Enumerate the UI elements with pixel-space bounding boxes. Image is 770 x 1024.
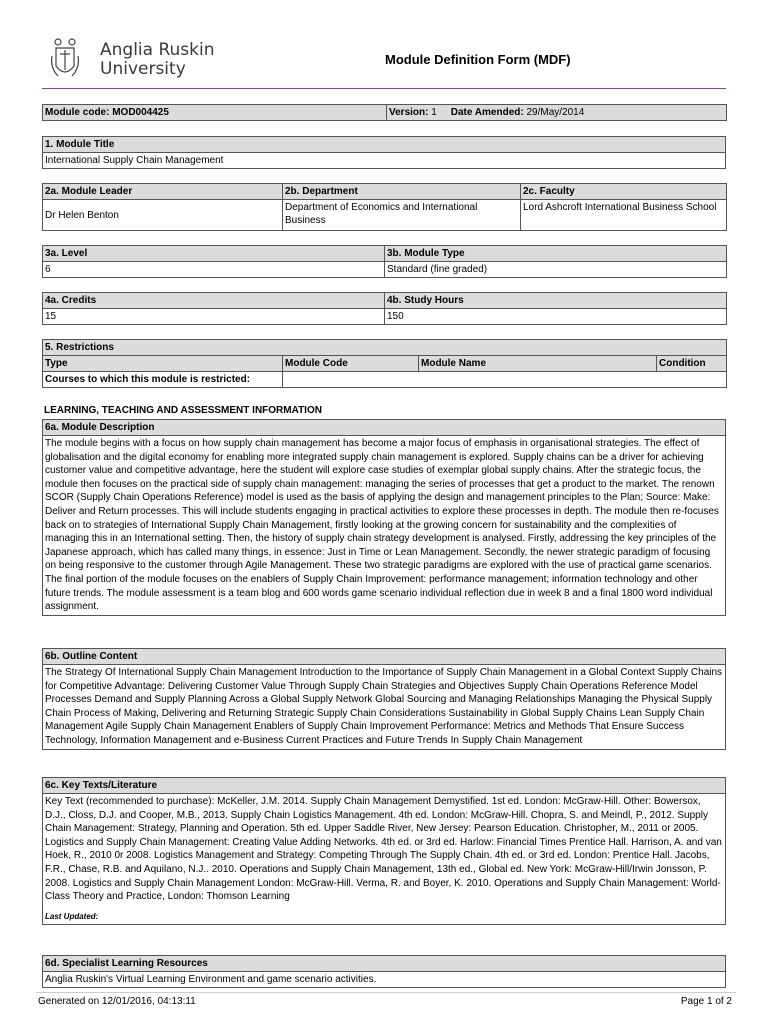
generated-timestamp: Generated on 12/01/2016, 04:13:11 [38,996,196,1007]
level-table [42,245,727,278]
department-value: Department of Economics and International Business [283,200,521,231]
header-divider [42,88,726,89]
level-label: 3a. Level [43,246,385,262]
footer-divider [36,992,736,993]
col-type: Type [43,356,283,372]
restrictions-label: 5. Restrictions [43,340,727,356]
study-hours-value: 150 [385,309,727,325]
logo-wordmark [100,41,214,79]
outline-text: The Strategy Of International Supply Chain Management Introduction to the Importance of Supply Chain Management in a Global Context Supply Chains for Competitive Advantage: Delivering Customer Value Through Supply Chain Strategies and Objectives Supply Chain Operations Reference Model Processes Demand and Supply Planning Across a Global Supply Network Global Sourcing and Managing Relationships Managing the Physical Supply Chain Process of Making, Delivering and Returning Strategic Supply Chain Considerations Sustainability in Global Supply Chains Lean Supply Chain Management Agile Supply Chain Management Enablers of Supply Chain Improvement Performance: Metrics and Methods That Ensure Success Technology, Information Management and e-Business Current Practices and Future Trends In Supply Chain Management [43,665,726,750]
date-amended-value: 29/May/2014 [526,107,585,118]
version-date-cell [387,105,727,121]
col-module-code: Module Code [283,356,419,372]
module-type-value: Standard (fine graded) [385,262,727,278]
leader-table [42,183,727,231]
meta-table [42,104,727,121]
module-title-label: 1. Module Title [43,137,726,153]
date-amended-label: Date Amended: [450,107,524,118]
description-label: 6a. Module Description [43,420,726,436]
col-condition: Condition [657,356,727,372]
level-value: 6 [43,262,385,278]
lta-heading: LEARNING, TEACHING AND ASSESSMENT INFORMATION [44,405,322,416]
key-texts-text [43,794,726,925]
logo-line-2: University [100,59,186,79]
credits-value: 15 [43,309,385,325]
module-code: Module code: MOD004425 [43,105,387,121]
credits-table [42,292,727,325]
faculty-label: 2c. Faculty [521,184,727,200]
study-hours-label: 4b. Study Hours [385,293,727,309]
key-texts-label: 6c. Key Texts/Literature [43,778,726,794]
restricted-courses-value [283,372,727,388]
module-title-table [42,136,726,169]
module-title-value: International Supply Chain Management [43,153,726,169]
department-label: 2b. Department [283,184,521,200]
resources-table [42,955,726,988]
credits-label: 4a. Credits [43,293,385,309]
module-leader-value: Dr Helen Benton [43,200,283,231]
module-leader-label: 2a. Module Leader [43,184,283,200]
version-label: Version: [389,107,429,118]
faculty-value: Lord Ashcroft International Business School [521,200,727,231]
resources-text: Anglia Ruskin's Virtual Learning Environment and game scenario activities. [43,972,726,988]
col-module-name: Module Name [419,356,657,372]
key-texts-table [42,777,726,925]
key-texts-body: Key Text (recommended to purchase): McKeller, J.M. 2014. Supply Chain Management Demystified. 1st ed. London: McGraw-Hill. Other: Bowersox, D.J., Closs, D.J. and Cooper, M.B., 2013. Supply Chain Logistics Management. 4th ed. London: McGraw-Hill. Chopra, S. and Meindl, P., 2012. Supply Chain Management: Strategy, Planning and Operation. 5th ed. Upper Saddle River, New Jersey: Pearson Education. Christopher, M., 2011 or 2005. Logistics and Supply Chain Management: Creating Value Adding Networks. 4th ed. or 3rd ed. Harlow: Financial Times Prentice Hall. Harrison, A. and van Hoek, R., 2010 0r 2008. Logistics Management and Strategy: Competing Through The Supply Chain. 4th ed. or 3rd ed. London: Prentice Hall. Jacobs, F.R., Chase, R.B. and Aquilano, N.J.. 2010. Operations and Supply Chain Management, 13th ed., Global ed. New York: McGraw-Hill/Irwin Jonsson, P. 2008. Logistics and Supply Chain Management London: McGraw-Hill. Verma, R. and Boyer, K. 2010. Operations and Supply Chain Management: World-Class Theory and Practice, London: Thomson Learning [45,796,722,903]
outline-table [42,648,726,750]
outline-label: 6b. Outline Content [43,649,726,665]
restricted-courses-label: Courses to which this module is restricted: [43,372,283,388]
restrictions-table [42,339,727,388]
version-value: 1 [431,107,437,118]
resources-label: 6d. Specialist Learning Resources [43,956,726,972]
module-type-label: 3b. Module Type [385,246,727,262]
description-table [42,419,726,616]
description-text: The module begins with a focus on how supply chain management has become a major focus of emphasis in organisational strategies. The effect of globalisation and the digital economy for enabling more integrated supply chain management is explored. Supply chains can be a driver for achieving customer value and competitive advantage, here the student will explore case studies of exemplar global supply chains. After the strategic focus, the module then focuses on the practical side of supply chain management: managing the series of processes that get a product to the market. The renown SCOR (Supply Chain Operations Reference) model is used as the basis of applying the design and management principles to the Plan; Source: Make: Deliver and Return processes. This will include students engaging in practical activities to explore these processes in depth. The module then re-focuses back on to strategies of International Supply Chain Management, firstly looking at the growing concern for sustainability and the complexities of managing this in an International setting. Then, the history of supply chain strategy development is analysed. Firstly, addressing the key principles of the Japanese approach, which has called many things, in essence: Just in Time or Lean Management. Secondly, the newer strategic paradigm of focusing on being responsive to the customer through Agile Management. These two strategic paradigms are explored with the use of practical game scenarios. The final portion of the module focuses on the enablers of Supply Chain Improvement: performance management; information technology and other future trends. The module assessment is a team blog and 600 words game scenario individual reflection due in week 8 and a final 1800 word individual assignment. [43,436,726,616]
logo-line-1: Anglia Ruskin [100,40,215,60]
page-number: Page 1 of 2 [680,996,732,1007]
form-title: Module Definition Form (MDF) [385,52,571,67]
last-updated-label: Last Updated: [45,911,99,921]
